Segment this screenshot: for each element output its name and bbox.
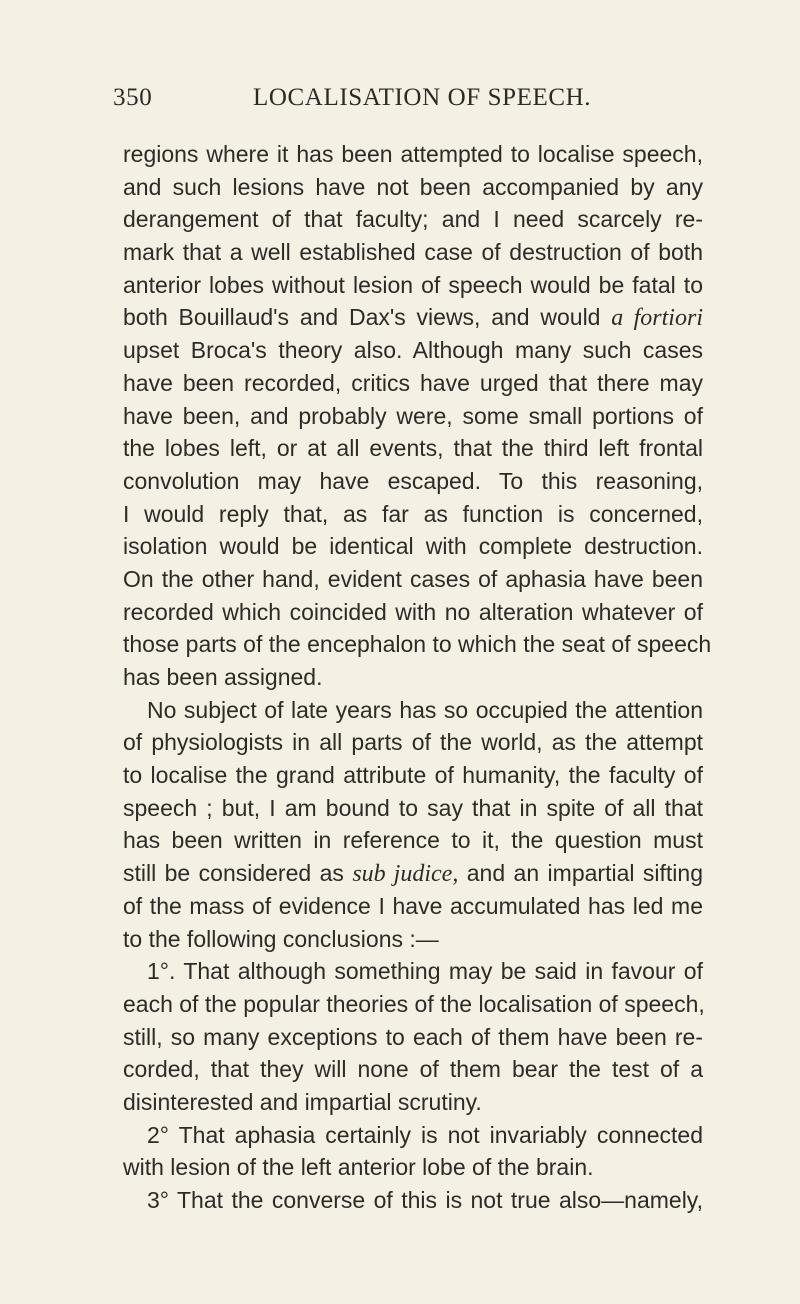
text-line: isolation would be identical with complete destruction. xyxy=(123,533,703,560)
text-line: 3° That the converse of this is not true also—namely, xyxy=(147,1187,703,1213)
text-line: convolution may have escaped. To this reasoning, xyxy=(123,467,703,494)
italic-phrase: sub judice, xyxy=(352,861,459,888)
text-line: each of the popular theories of the localisation of speech, xyxy=(123,990,705,1017)
page-number: 350 xyxy=(113,84,153,111)
text-line xyxy=(123,301,703,334)
text-line: has been written in reference to it, the question must xyxy=(123,827,703,854)
text-line: 2° That aphasia certainly is not invariably connected xyxy=(147,1121,703,1148)
text-line: upset Broca's theory also. Although many such cases xyxy=(123,337,703,364)
text-segment: both Bouillaud's and Dax's views, and would xyxy=(123,304,612,331)
text-line: recorded which coincided with no alteration whatever of xyxy=(123,598,703,625)
text-line: with lesion of the left anterior lobe of the brain. xyxy=(123,1154,594,1181)
text-line: of physiologists in all parts of the world, as the attempt xyxy=(123,729,703,756)
text-line: regions where it has been attempted to localise speech, xyxy=(123,141,703,167)
text-line: corded, that they will none of them bear the test of a xyxy=(123,1056,703,1083)
text-segment: and an impartial sifting xyxy=(458,860,703,887)
text-line: mark that a well established case of destruction of both xyxy=(123,239,703,266)
text-line: derangement of that faculty; and I need scarcely re- xyxy=(123,206,703,233)
text-line: 1°. That although something may be said in favour of xyxy=(147,958,703,985)
text-line: and such lesions have not been accompanied by any xyxy=(123,173,703,200)
italic-phrase: a fortiori xyxy=(611,305,703,332)
text-line: to localise the grand attribute of humanity, the faculty of xyxy=(123,762,703,789)
text-segment: still be considered as xyxy=(123,860,353,887)
text-line: still, so many exceptions to each of them have been re- xyxy=(123,1023,703,1050)
text-line: have been, and probably were, some small portions of xyxy=(123,402,703,429)
text-line: those parts of the encephalon to which the seat of speech xyxy=(123,631,712,658)
text-line: No subject of late years has so occupied the attention xyxy=(147,696,703,723)
running-title: LOCALISATION OF SPEECH. xyxy=(253,84,592,111)
text-line: to the following conclusions :— xyxy=(123,925,439,952)
text-line: have been recorded, critics have urged that there may xyxy=(123,369,703,396)
text-line: of the mass of evidence I have accumulated has led me xyxy=(123,892,703,919)
text-line: speech ; but, I am bound to say that in spite of all that xyxy=(123,794,703,821)
text-line xyxy=(123,857,703,890)
text-line: anterior lobes without lesion of speech would be fatal to xyxy=(123,271,703,298)
running-head xyxy=(113,84,713,114)
text-line: the lobes left, or at all events, that the third left frontal xyxy=(123,435,703,462)
body-text xyxy=(123,138,712,1217)
text-line: On the other hand, evident cases of aphasia have been xyxy=(123,565,703,592)
text-line: I would reply that, as far as function is concerned, xyxy=(123,500,703,527)
text-line: has been assigned. xyxy=(123,664,323,690)
text-line: disinterested and impartial scrutiny. xyxy=(123,1088,482,1115)
